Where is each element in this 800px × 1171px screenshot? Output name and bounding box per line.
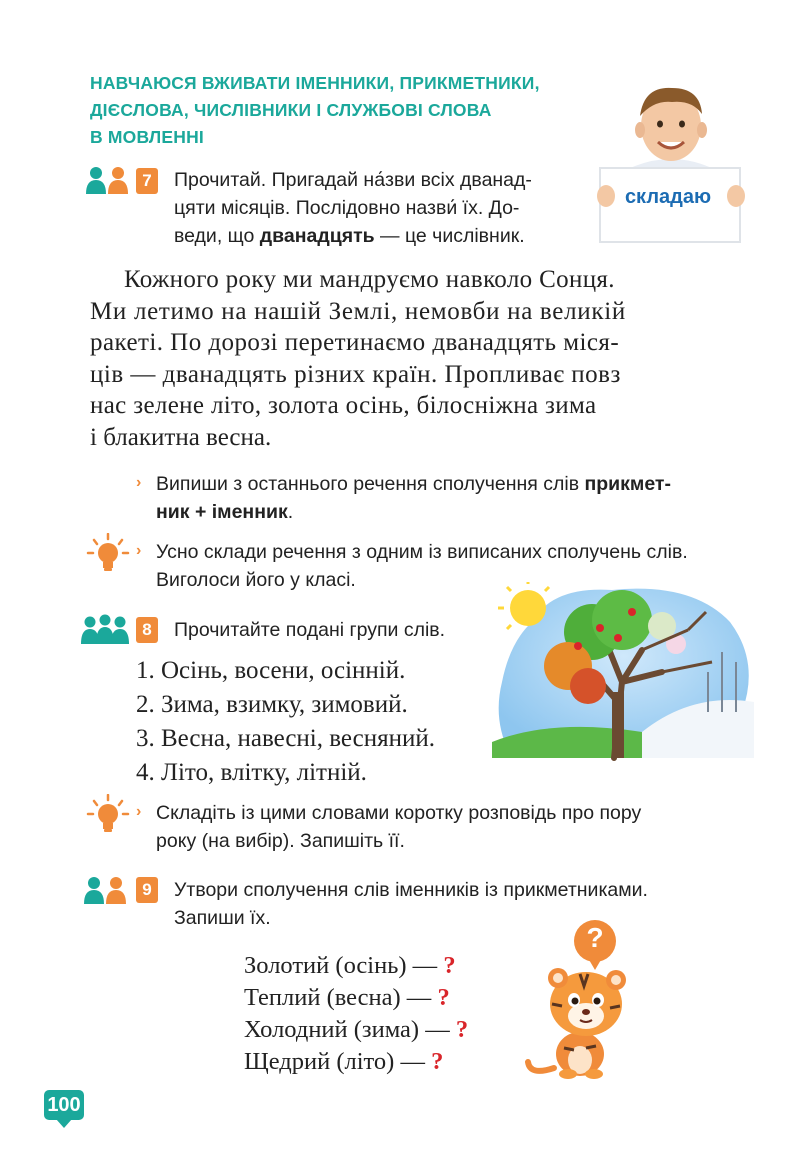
task-9-line-1: Утвори сполучення слів іменників із прикметниками.	[174, 879, 648, 901]
task-9-line-2: Запиши їх.	[174, 907, 271, 929]
boy-with-sign-illustration	[596, 78, 746, 246]
reading-line-6: і блакитна весна.	[90, 423, 272, 451]
task-number-8: 8	[136, 617, 158, 643]
task-9-instructions	[174, 876, 744, 932]
pair-work-icon	[86, 166, 130, 194]
four-seasons-tree-illustration	[492, 582, 760, 770]
phrase-4	[244, 1048, 443, 1076]
task-7-line-2: цяти місяців. Послідовно назви́ їх. До-	[174, 197, 520, 219]
question-mark: ?	[455, 1016, 469, 1043]
question-mark: ?	[443, 952, 456, 979]
bullet-1-text	[156, 470, 746, 526]
bullet-3-line-1: Складіть із цими словами коротку розповідь про пору	[156, 802, 642, 824]
task-number-7: 7	[136, 168, 158, 194]
bullet-2-line-2: Виголоси його у класі.	[156, 569, 356, 591]
task-7-line-3-end: — це числівник.	[374, 225, 525, 247]
chevron-right-icon: ›	[136, 542, 142, 559]
task-7-keyword: дванадцять	[259, 225, 375, 247]
phrase-3-text: Холодний (зима) —	[244, 1016, 456, 1043]
word-group-3: 3. Весна, навесні, весняний.	[136, 725, 435, 752]
question-bubble-mark: ?	[586, 922, 604, 953]
task-7-instructions	[174, 166, 594, 250]
question-mark: ?	[431, 1048, 444, 1075]
bullet-1-line-2	[156, 498, 746, 526]
chevron-right-icon: ›	[136, 803, 142, 820]
reading-line-1: Кожного року ми мандруємо навколо Сонця.	[124, 266, 615, 293]
tiger-cub-illustration	[524, 964, 644, 1080]
phrase-2	[244, 984, 450, 1012]
heading-line-1: НАВЧАЮСЯ ВЖИВАТИ ІМЕННИКИ, ПРИКМЕТНИКИ,	[90, 73, 540, 93]
heading-line-2: ДІЄСЛОВА, ЧИСЛІВНИКИ І СЛУЖБОВІ СЛОВА	[90, 100, 492, 120]
page-number-tail	[56, 1119, 72, 1128]
section-heading	[90, 70, 630, 151]
page-number: 100	[44, 1090, 84, 1120]
bullet-1-line-2-end: .	[287, 501, 294, 523]
reading-line-5: нас зелене літо, золота осінь, білосніжна зима	[90, 392, 597, 419]
phrase-1	[244, 952, 456, 980]
word-group-4: 4. Літо, влітку, літній.	[136, 759, 367, 786]
reading-line-4: ців — дванадцять різних країн. Пропливає повз	[90, 360, 621, 388]
phrase-3	[244, 1016, 468, 1044]
lightbulb-icon	[86, 533, 130, 573]
bullet-1-bold-1: прикмет-	[584, 473, 671, 495]
task-8-instructions: Прочитайте подані групи слів.	[174, 619, 446, 641]
phrase-2-text: Теплий (весна) —	[244, 984, 438, 1011]
sign-label: складаю	[624, 186, 712, 208]
word-group-1: 1. Осінь, восени, осінній.	[136, 657, 406, 684]
bullet-3-line-2: року (на вибір). Запишіть її.	[156, 830, 405, 852]
word-group-2: 2. Зима, взимку, зимовий.	[136, 691, 408, 718]
bullet-3-text	[156, 799, 746, 855]
chevron-right-icon: ›	[136, 474, 142, 491]
task-7-line-1: Прочитай. Пригадай на́зви всіх дванад-	[174, 169, 532, 191]
question-mark: ?	[437, 984, 450, 1011]
pair-work-icon	[84, 876, 128, 904]
reading-text	[90, 264, 734, 453]
reading-line-2: Ми летимо на нашій Землі, немовби на великій	[90, 297, 626, 325]
task-7-line-3-text: веди, що	[174, 225, 260, 247]
task-number-9: 9	[136, 877, 158, 903]
heading-line-3: В МОВЛЕННІ	[90, 127, 204, 147]
bullet-1-line-1-text: Випиши з останнього речення сполучення слів	[156, 473, 585, 495]
bullet-1-line-1	[156, 470, 746, 498]
phrase-1-text: Золотий (осінь) —	[244, 952, 444, 979]
lightbulb-icon	[86, 794, 130, 834]
task-7-line-3	[174, 222, 594, 250]
bullet-1-bold-2: ник + іменник	[156, 501, 288, 523]
phrase-4-text: Щедрий (літо) —	[244, 1048, 432, 1075]
reading-line-3: ракеті. По дорозі перетинаємо дванадцять міся-	[90, 329, 620, 356]
bullet-2-line-1: Усно склади речення з одним із виписаних сполучень слів.	[156, 541, 688, 563]
group-work-icon	[80, 614, 130, 644]
